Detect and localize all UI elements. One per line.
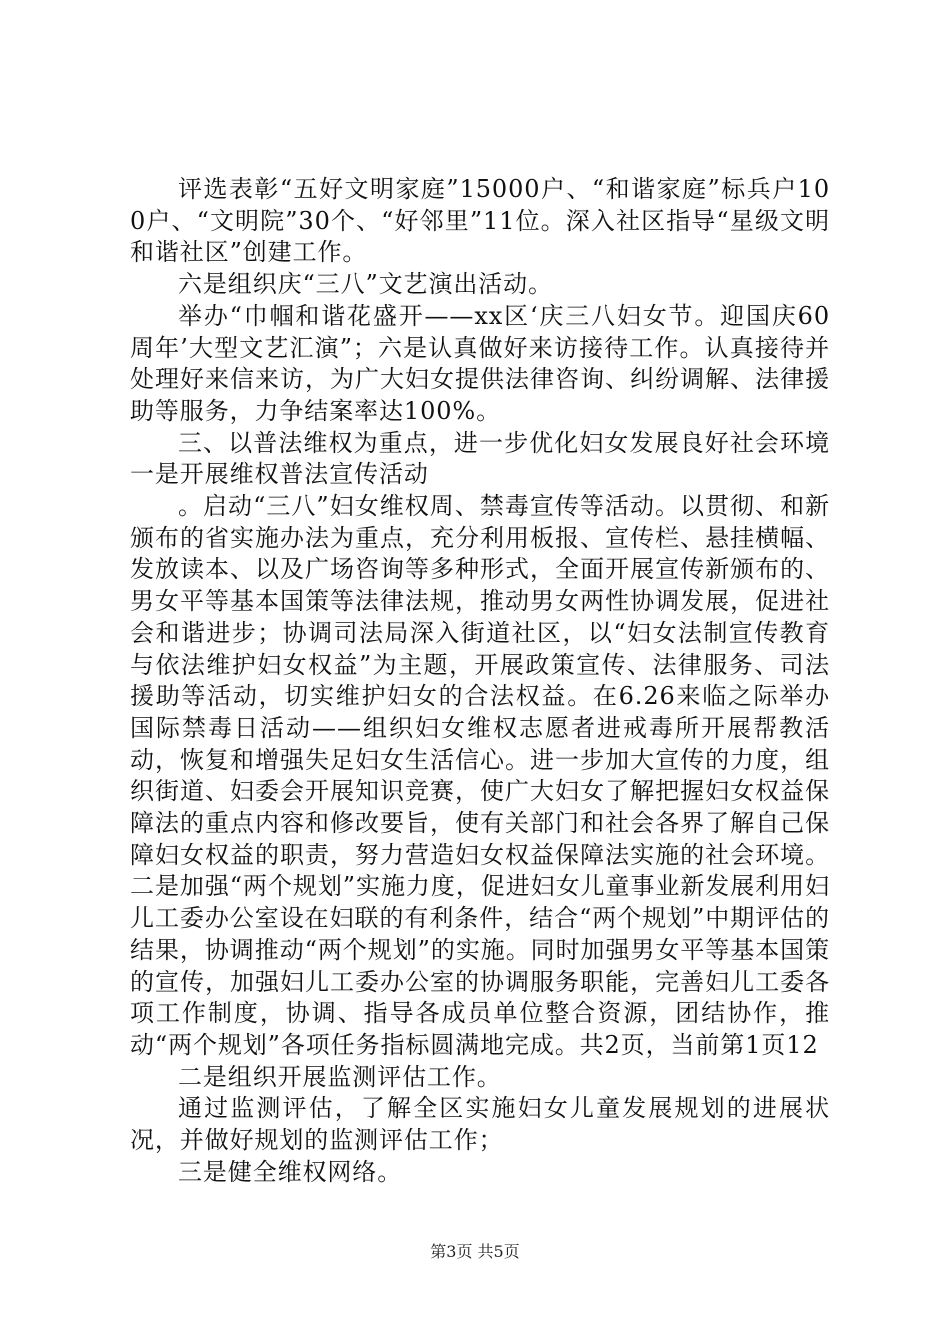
page-number: 第3页 共5页	[430, 1242, 520, 1261]
paragraph: 二是组织开展监测评估工作。	[178, 1062, 502, 1091]
paragraph: 评选表彰“五好文明家庭”15000户、“和谐家庭”标兵户100户、“文明院”30个、“好邻里”11位。深入社区指导“星级文明和谐社区”创建工作。	[130, 175, 830, 267]
paragraph: 通过监测评估，了解全区实施妇女儿童发展规划的进展状况，并做好规划的监测评估工作；	[130, 1094, 830, 1155]
document-body	[130, 174, 830, 1189]
paragraph: 三、以普法维权为重点，进一步优化妇女发展良好社会环境一是开展维权普法宣传活动	[130, 428, 830, 489]
paragraph: 举办“巾帼和谐花盛开——xx区‘庆三八妇女节。迎国庆60周年’大型文艺汇演”；六是认真做好来访接待工作。认真接待并处理好来信来访，为广大妇女提供法律咨询、纠纷调解、法律援助等服务，力争结案率达100%。	[130, 301, 830, 425]
paragraph: 。启动“三八”妇女维权周、禁毒宣传等活动。以贯彻、和新颁布的省实施办法为重点，充分利用板报、宣传栏、悬挂横幅、发放读本、以及广场咨询等多种形式，全面开展宣传新颁布的、男女平等基本国策等法律法规，推动男女两性协调发展，促进社会和谐进步；协调司法局深入街道社区，以“妇女法制宣传教育与依法维护妇女权益”为主题，开展政策宣传、法律服务、司法援助等活动，切实维护妇女的合法权益。在6.26来临之际举办国际禁毒日活动——组织妇女维权志愿者进戒毒所开展帮教活动，恢复和增强失足妇女生活信心。进一步加大宣传的力度，组织街道、妇委会开展知识竞赛，使广大妇女了解把握妇女权益保障法的重点内容和修改要旨，使有关部门和社会各界了解自己保障妇女权益的职责，努力营造妇女权益保障法实施的社会环境。二是加强“两个规划”实施力度，促进妇女儿童事业新发展利用妇儿工委办公室设在妇联的有利条件，结合“两个规划”中期评估的结果，协调推动“两个规划”的实施。同时加强男女平等基本国策的宣传，加强妇儿工委办公室的协调服务职能，完善妇儿工委各项工作制度，协调、指导各成员单位整合资源，团结协作，推动“两个规划”各项任务指标圆满地完成。共2页，当前第1页12	[130, 492, 830, 1059]
paragraph: 六是组织庆“三八”文艺演出活动。	[178, 270, 553, 299]
paragraph: 三是健全维权网络。	[178, 1157, 403, 1186]
page-footer	[0, 1242, 950, 1262]
